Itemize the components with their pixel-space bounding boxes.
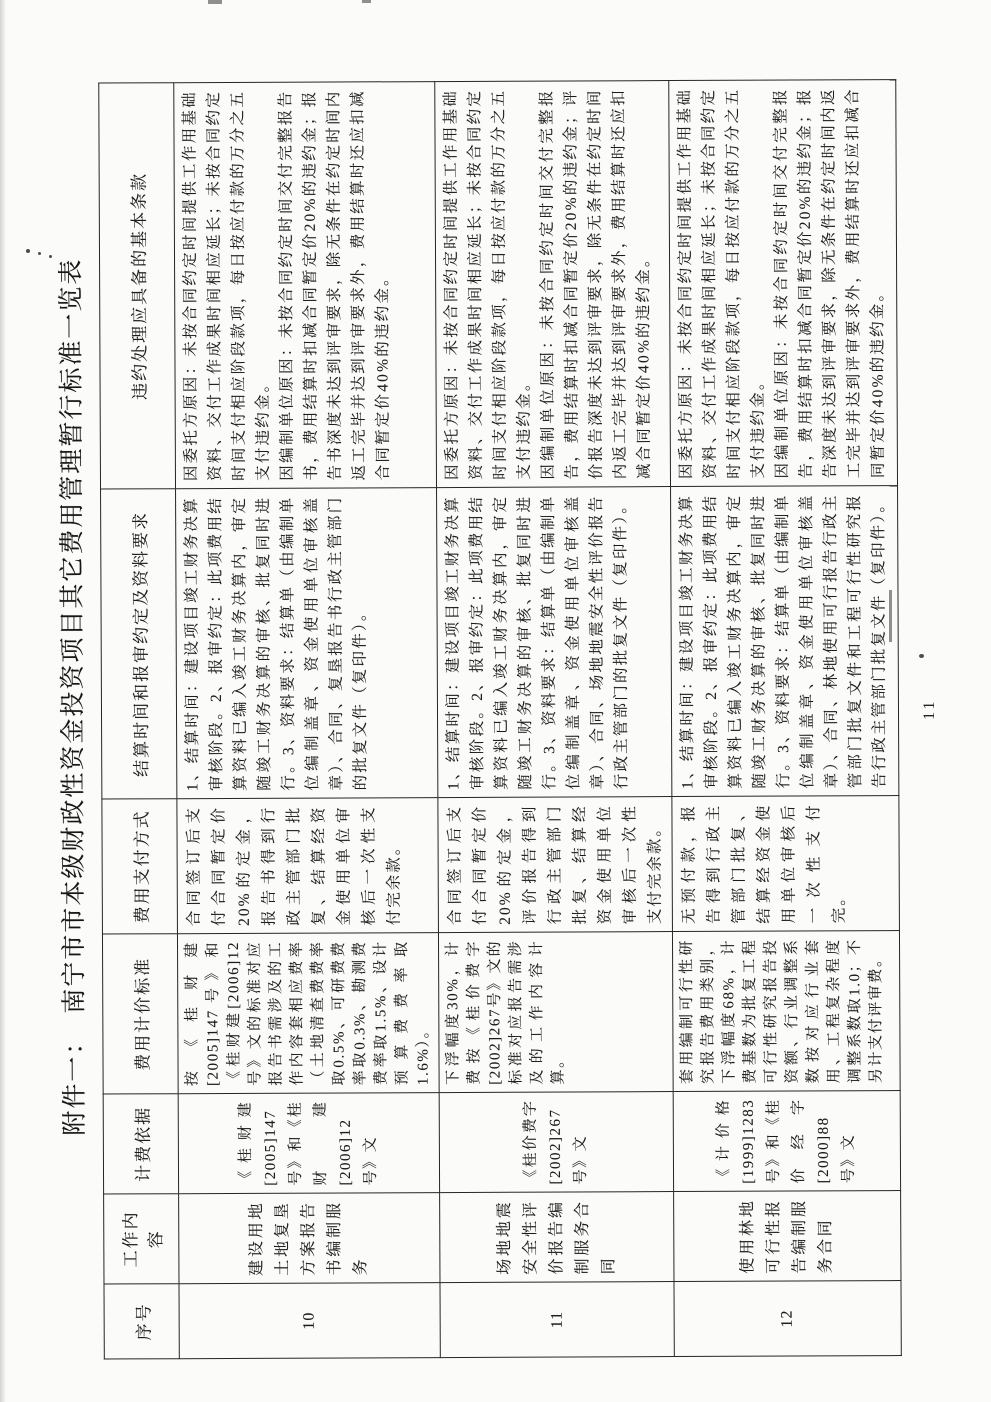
cell-work-content: 使用林地可行性报告编制服务合同 [674,1191,901,1282]
cell-payment-method: 合同签订后支付合同暂定价20%的定金，评价报告得到行政主管部门批复、结算经资金使用单位审核后一次性支付完余款。 [438,797,673,933]
table-row-12 [669,80,902,1357]
cell-serial: 10 [179,1283,440,1359]
scan-speck [919,654,924,658]
cell-work-content: 场地地震安全性评价报告编制服务合同 [440,1192,674,1283]
table-row-11 [435,81,675,1358]
header-settlement-terms: 结算时间和报审约定及资料要求 [101,489,177,799]
cell-fee-basis: 《桂财建[2005]147号》和《桂财建[2006]12号》文 [178,1093,439,1194]
cell-breach-clauses: 因委托方原因：未按合同约定时间提供工作用基础资料、交付工作成果时间相应延长；未按合同约定时间支付相应阶段款项，每日按应付款的万分之五支付违约金。 因编制单位原因：未按合同约定时间交付完整报告书，费用结算时扣减合同暂定价20%的违约金；报告书深度未达到评审要求，除无条件在约定时间内返工完毕并达到评审要求外，费用结算时还应扣减合同暂定价40%的违约金。 [174,82,437,489]
page-number: 11 [920,698,939,720]
scan-speck [26,249,30,253]
header-breach-clauses: 违约处理应具备的基本条款 [99,83,176,489]
header-work-content: 工作内容 [104,1194,179,1284]
header-pricing-standard: 费用计价标准 [102,934,178,1094]
document-title-line [51,258,91,1136]
header-fee-basis: 计费依据 [103,1094,178,1194]
cell-serial: 12 [674,1281,901,1357]
cell-settlement-terms: 1、结算时间：建设项目竣工财务决算审核阶段。2、报审约定：此项费用结算资料已编入竣工财务决算内，审定随竣工财务决算的审核、批复同时进行。3、资料要求：结算单（由编制单位编制盖章、资金使用单位审核盖章）、合同、复垦报告书行政主管部门的批复文件（复印件）。 [176,488,438,799]
cell-fee-basis: 《计价格[1999]1283号》和《桂价经字[2000]88号》文 [673,1091,900,1192]
fee-standards-table [98,79,902,1359]
scan-smudge [889,590,892,642]
scan-smudge [208,0,222,4]
cell-breach-clauses: 因委托方原因：未按合同约定时间提供工作用基础资料、交付工作成果时间相应延长；未按合同约定时间支付相应阶段款项，每日按应付款的万分之五支付违约金。 因编制单位原因：未按合同约定时间交付完整报告，费用结算时扣减合同暂定价20%的违约金；评价报告深度未达到评审要求，除无条件在约定时间内返工完毕并达到评审要求外，费用结算时还应扣减合同暂定价40%的违约金。 [435,81,671,488]
header-payment-method: 费用支付方式 [102,799,178,934]
scan-speck [38,252,41,255]
cell-payment-method: 无预付款，报告得到行政主管部门批复、结算经资金使用单位审核后一次性支付完。 [672,796,900,932]
cell-breach-clauses: 因委托方原因：未按合同约定时间提供工作用基础资料、交付工作成果时间相应延长；未按合同约定时间支付相应阶段款项，每日按应付款的万分之五支付违约金。 因编制单位原因：未按合同约定时间交付完整报告，费用结算时扣减合同暂定价20%的违约金；报告深度未达到评审要求，除无条件在约定时间内返工完毕并达到评审要求外，费用结算时还应扣减合同暂定价40%的违约金。 [669,80,898,487]
scan-smudge [362,0,371,3]
cell-serial: 11 [440,1282,674,1358]
cell-fee-basis: 《桂价费字[2002]267号》文 [439,1092,673,1193]
cell-pricing-standard: 套用编制可行性研究报告费用类别，下浮幅度68%，计费基数为批复工程可行性研究报告投资额、行业调整系数按对应行业套用、工程复杂程度调整系数取1.0；不另计支付评审费。 [672,931,900,1092]
header-row [99,83,180,1359]
cell-work-content: 建设用地土地复垦方案报告书编制服务 [179,1193,440,1284]
cell-settlement-terms: 1、结算时间：建设项目竣工财务决算审核阶段。2、报审约定：此项费用结算资料已编入竣工财务决算内，审定随竣工财务决算的审核、批复同时进行。3、资料要求：结算单（由编制单位编制盖章、资金使用单位审核盖章）、合同、场地地震安全性评价报告行政主管部门的批复文件（复印件）。 [437,487,672,798]
cell-pricing-standard: 下浮幅度30%，计费按《桂价费字[2002]267号》文的标准对应报告需涉及的工作内容计算。 [438,932,673,1093]
scan-speck [49,255,52,258]
cell-pricing-standard: 按《桂财建[2005]147号》和《桂财建[2006]12号》文的标准对应报告书需涉及的工作内容套相应费率（土地清查费费率取0.5%、可研费费率取0.3%、勘测费费率取1.5%、设计预算费费率取1.6%）。 [177,933,439,1094]
cell-payment-method: 合同签订后支付合同暂定价20%的定金，报告书得到行政主管部门批复、结算经资金使用单位审核后一次性支付完余款。 [177,798,439,934]
page-title: 南宁市市本级财政性资金投资项目其它费用管理暂行标准一览表 [58,257,89,1014]
attachment-label: 附件一： [61,1027,89,1136]
cell-settlement-terms: 1、结算时间：建设项目竣工财务决算审核阶段。2、报审约定：此项费用结算资料已编入竣工财务决算内，审定随竣工财务决算的审核、批复同时进行。3、资料要求：结算单（由编制单位编制盖章、资金使用单位审核盖章）、合同、林地使用可行报告行政主管部门批复文件和工程可行性研究报告行政主管部门批复文件（复印件）。 [671,486,899,797]
header-serial: 序号 [104,1284,179,1359]
table-row-10 [174,82,441,1359]
